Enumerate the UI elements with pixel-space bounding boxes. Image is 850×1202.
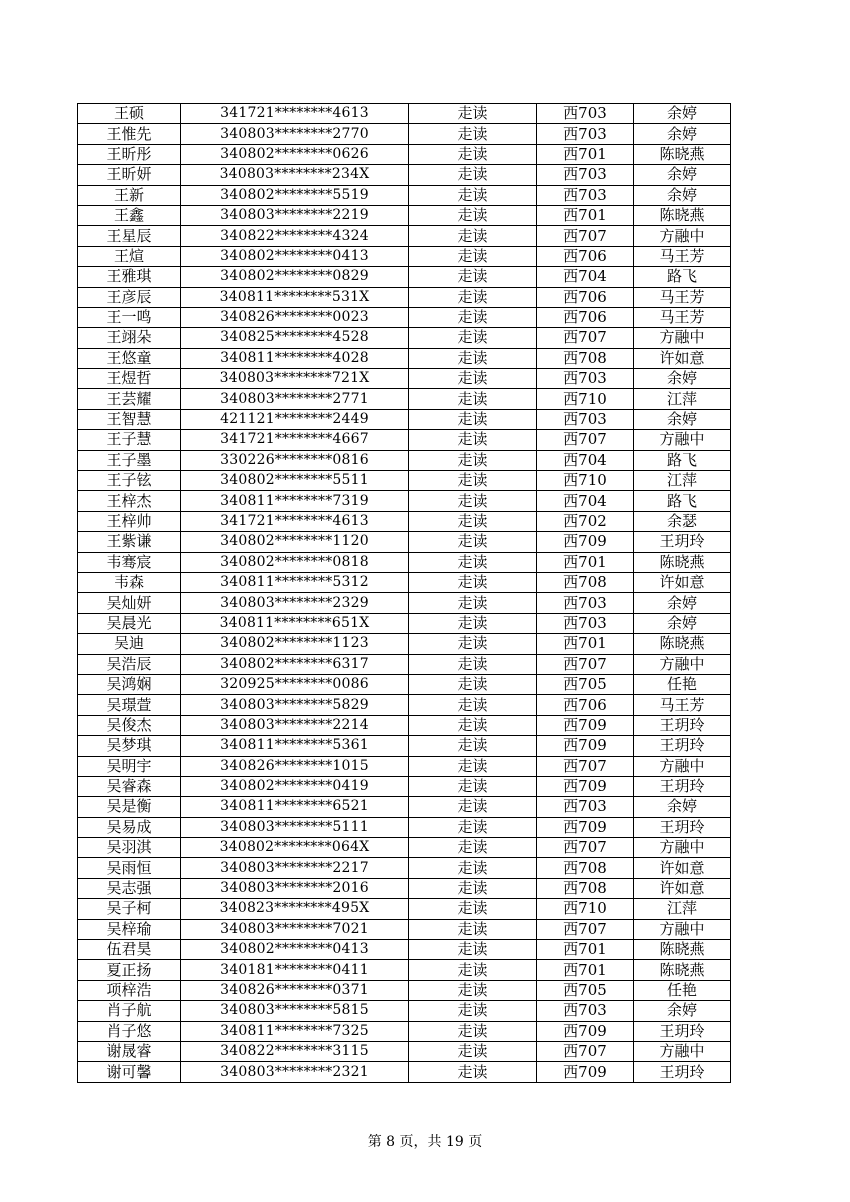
student-name-cell: 吴灿妍 xyxy=(78,593,181,613)
student-name-cell: 王芸耀 xyxy=(78,389,181,409)
student-name-cell: 王昕彤 xyxy=(78,144,181,164)
student-name-cell: 夏正扬 xyxy=(78,960,181,980)
boarding-type-cell: 走读 xyxy=(409,715,537,735)
teacher-cell: 马王芳 xyxy=(634,287,731,307)
table-row xyxy=(78,552,731,572)
id-number-cell: 340803********5111 xyxy=(181,817,409,837)
boarding-type-cell: 走读 xyxy=(409,552,537,572)
room-cell: 西709 xyxy=(537,532,634,552)
id-number-cell: 341721********4667 xyxy=(181,430,409,450)
table-row xyxy=(78,797,731,817)
teacher-cell: 方融中 xyxy=(634,328,731,348)
student-name-cell: 王鑫 xyxy=(78,205,181,225)
teacher-cell: 余婷 xyxy=(634,369,731,389)
room-cell: 西703 xyxy=(537,1001,634,1021)
id-number-cell: 340803********2214 xyxy=(181,715,409,735)
room-cell: 西705 xyxy=(537,980,634,1000)
room-cell: 西701 xyxy=(537,940,634,960)
teacher-cell: 余婷 xyxy=(634,593,731,613)
table-row xyxy=(78,613,731,633)
table-row xyxy=(78,450,731,470)
boarding-type-cell: 走读 xyxy=(409,450,537,470)
id-number-cell: 341721********4613 xyxy=(181,104,409,124)
id-number-cell: 340811********4028 xyxy=(181,348,409,368)
boarding-type-cell: 走读 xyxy=(409,817,537,837)
page-footer: 第 8 页，共 19 页 xyxy=(367,1134,483,1150)
student-name-cell: 王星辰 xyxy=(78,226,181,246)
table-row xyxy=(78,960,731,980)
student-name-cell: 肖子航 xyxy=(78,1001,181,1021)
id-number-cell: 340811********7319 xyxy=(181,491,409,511)
table-row xyxy=(78,185,731,205)
student-name-cell: 王紫谦 xyxy=(78,532,181,552)
table-row xyxy=(78,1001,731,1021)
boarding-type-cell: 走读 xyxy=(409,695,537,715)
boarding-type-cell: 走读 xyxy=(409,104,537,124)
student-name-cell: 王雅琪 xyxy=(78,267,181,287)
teacher-cell: 余婷 xyxy=(634,165,731,185)
boarding-type-cell: 走读 xyxy=(409,471,537,491)
student-name-cell: 王昕妍 xyxy=(78,165,181,185)
student-name-cell: 王新 xyxy=(78,185,181,205)
room-cell: 西708 xyxy=(537,348,634,368)
teacher-cell: 王玥玲 xyxy=(634,776,731,796)
boarding-type-cell: 走读 xyxy=(409,532,537,552)
table-row xyxy=(78,572,731,592)
table-row xyxy=(78,124,731,144)
room-cell: 西710 xyxy=(537,899,634,919)
table-row xyxy=(78,1062,731,1082)
student-name-cell: 韦骞宸 xyxy=(78,552,181,572)
boarding-type-cell: 走读 xyxy=(409,511,537,531)
room-cell: 西709 xyxy=(537,1021,634,1041)
boarding-type-cell: 走读 xyxy=(409,409,537,429)
table-row xyxy=(78,674,731,694)
student-name-cell: 王智慧 xyxy=(78,409,181,429)
room-cell: 西707 xyxy=(537,226,634,246)
id-number-cell: 421121********2449 xyxy=(181,409,409,429)
table-row xyxy=(78,144,731,164)
teacher-cell: 路飞 xyxy=(634,491,731,511)
room-cell: 西703 xyxy=(537,369,634,389)
boarding-type-cell: 走读 xyxy=(409,654,537,674)
boarding-type-cell: 走读 xyxy=(409,348,537,368)
id-number-cell: 340802********5519 xyxy=(181,185,409,205)
teacher-cell: 王玥玲 xyxy=(634,736,731,756)
boarding-type-cell: 走读 xyxy=(409,1041,537,1061)
id-number-cell: 340802********064X xyxy=(181,838,409,858)
boarding-type-cell: 走读 xyxy=(409,1062,537,1082)
id-number-cell: 340803********2217 xyxy=(181,858,409,878)
boarding-type-cell: 走读 xyxy=(409,736,537,756)
teacher-cell: 余婷 xyxy=(634,124,731,144)
teacher-cell: 许如意 xyxy=(634,878,731,898)
room-cell: 西707 xyxy=(537,654,634,674)
table-row xyxy=(78,736,731,756)
student-name-cell: 吴梓瑜 xyxy=(78,919,181,939)
id-number-cell: 340803********5815 xyxy=(181,1001,409,1021)
id-number-cell: 340811********5361 xyxy=(181,736,409,756)
teacher-cell: 马王芳 xyxy=(634,246,731,266)
room-cell: 西709 xyxy=(537,776,634,796)
teacher-cell: 王玥玲 xyxy=(634,532,731,552)
boarding-type-cell: 走读 xyxy=(409,797,537,817)
boarding-type-cell: 走读 xyxy=(409,307,537,327)
room-cell: 西704 xyxy=(537,267,634,287)
student-name-cell: 谢可馨 xyxy=(78,1062,181,1082)
student-name-cell: 吴迪 xyxy=(78,634,181,654)
id-number-cell: 340803********2770 xyxy=(181,124,409,144)
teacher-cell: 马王芳 xyxy=(634,307,731,327)
student-name-cell: 王煜哲 xyxy=(78,369,181,389)
id-number-cell: 340811********5312 xyxy=(181,572,409,592)
boarding-type-cell: 走读 xyxy=(409,491,537,511)
table-row xyxy=(78,919,731,939)
room-cell: 西703 xyxy=(537,797,634,817)
teacher-cell: 余婷 xyxy=(634,409,731,429)
table-row xyxy=(78,511,731,531)
student-name-cell: 吴明宇 xyxy=(78,756,181,776)
student-name-cell: 王翊朵 xyxy=(78,328,181,348)
room-cell: 西701 xyxy=(537,552,634,572)
student-name-cell: 王梓帅 xyxy=(78,511,181,531)
id-number-cell: 340803********5829 xyxy=(181,695,409,715)
student-name-cell: 吴梦琪 xyxy=(78,736,181,756)
boarding-type-cell: 走读 xyxy=(409,593,537,613)
room-cell: 西709 xyxy=(537,1062,634,1082)
boarding-type-cell: 走读 xyxy=(409,267,537,287)
room-cell: 西709 xyxy=(537,817,634,837)
table-row xyxy=(78,634,731,654)
id-number-cell: 340802********5511 xyxy=(181,471,409,491)
table-row xyxy=(78,491,731,511)
room-cell: 西703 xyxy=(537,124,634,144)
boarding-type-cell: 走读 xyxy=(409,960,537,980)
teacher-cell: 任艳 xyxy=(634,980,731,1000)
teacher-cell: 路飞 xyxy=(634,267,731,287)
room-cell: 西707 xyxy=(537,430,634,450)
room-cell: 西710 xyxy=(537,389,634,409)
table-row xyxy=(78,1021,731,1041)
id-number-cell: 340803********2771 xyxy=(181,389,409,409)
student-name-cell: 王彦辰 xyxy=(78,287,181,307)
id-number-cell: 340802********0626 xyxy=(181,144,409,164)
teacher-cell: 方融中 xyxy=(634,226,731,246)
teacher-cell: 许如意 xyxy=(634,572,731,592)
boarding-type-cell: 走读 xyxy=(409,980,537,1000)
id-number-cell: 340803********2321 xyxy=(181,1062,409,1082)
table-row xyxy=(78,471,731,491)
student-name-cell: 吴是衡 xyxy=(78,797,181,817)
student-name-cell: 王一鸣 xyxy=(78,307,181,327)
student-name-cell: 王悠童 xyxy=(78,348,181,368)
boarding-type-cell: 走读 xyxy=(409,634,537,654)
boarding-type-cell: 走读 xyxy=(409,572,537,592)
table-row xyxy=(78,430,731,450)
table-row xyxy=(78,267,731,287)
student-name-cell: 吴浩辰 xyxy=(78,654,181,674)
room-cell: 西710 xyxy=(537,471,634,491)
teacher-cell: 陈晓燕 xyxy=(634,940,731,960)
room-cell: 西708 xyxy=(537,878,634,898)
table-row xyxy=(78,715,731,735)
table-row xyxy=(78,899,731,919)
room-cell: 西704 xyxy=(537,450,634,470)
teacher-cell: 王玥玲 xyxy=(634,715,731,735)
id-number-cell: 340825********4528 xyxy=(181,328,409,348)
table-row xyxy=(78,817,731,837)
id-number-cell: 340802********0419 xyxy=(181,776,409,796)
id-number-cell: 340803********2016 xyxy=(181,878,409,898)
room-cell: 西707 xyxy=(537,328,634,348)
id-number-cell: 340802********1123 xyxy=(181,634,409,654)
room-cell: 西703 xyxy=(537,593,634,613)
id-number-cell: 340802********6317 xyxy=(181,654,409,674)
teacher-cell: 陈晓燕 xyxy=(634,144,731,164)
boarding-type-cell: 走读 xyxy=(409,205,537,225)
room-cell: 西701 xyxy=(537,144,634,164)
teacher-cell: 江萍 xyxy=(634,389,731,409)
id-number-cell: 330226********0816 xyxy=(181,450,409,470)
teacher-cell: 王玥玲 xyxy=(634,1062,731,1082)
student-name-cell: 吴易成 xyxy=(78,817,181,837)
table-row xyxy=(78,246,731,266)
table-row xyxy=(78,409,731,429)
teacher-cell: 余婷 xyxy=(634,1001,731,1021)
table-row xyxy=(78,369,731,389)
boarding-type-cell: 走读 xyxy=(409,899,537,919)
teacher-cell: 方融中 xyxy=(634,654,731,674)
id-number-cell: 341721********4613 xyxy=(181,511,409,531)
table-row xyxy=(78,165,731,185)
table-row xyxy=(78,532,731,552)
id-number-cell: 340803********2329 xyxy=(181,593,409,613)
room-cell: 西703 xyxy=(537,409,634,429)
id-number-cell: 340802********0818 xyxy=(181,552,409,572)
student-name-cell: 谢晟睿 xyxy=(78,1041,181,1061)
room-cell: 西701 xyxy=(537,634,634,654)
student-name-cell: 王子墨 xyxy=(78,450,181,470)
id-number-cell: 340811********531X xyxy=(181,287,409,307)
table-row xyxy=(78,307,731,327)
room-cell: 西708 xyxy=(537,858,634,878)
student-name-cell: 王煊 xyxy=(78,246,181,266)
id-number-cell: 340826********0371 xyxy=(181,980,409,1000)
room-cell: 西703 xyxy=(537,185,634,205)
room-cell: 西705 xyxy=(537,674,634,694)
room-cell: 西706 xyxy=(537,307,634,327)
table-row xyxy=(78,878,731,898)
room-cell: 西706 xyxy=(537,246,634,266)
room-cell: 西701 xyxy=(537,960,634,980)
id-number-cell: 340826********0023 xyxy=(181,307,409,327)
id-number-cell: 320925********0086 xyxy=(181,674,409,694)
student-name-cell: 吴志强 xyxy=(78,878,181,898)
teacher-cell: 任艳 xyxy=(634,674,731,694)
room-cell: 西706 xyxy=(537,287,634,307)
student-name-cell: 吴璟萱 xyxy=(78,695,181,715)
id-number-cell: 340802********0413 xyxy=(181,246,409,266)
id-number-cell: 340823********495X xyxy=(181,899,409,919)
id-number-cell: 340822********3115 xyxy=(181,1041,409,1061)
boarding-type-cell: 走读 xyxy=(409,430,537,450)
student-name-cell: 吴晨光 xyxy=(78,613,181,633)
teacher-cell: 许如意 xyxy=(634,348,731,368)
boarding-type-cell: 走读 xyxy=(409,185,537,205)
teacher-cell: 马王芳 xyxy=(634,695,731,715)
boarding-type-cell: 走读 xyxy=(409,246,537,266)
table-row xyxy=(78,654,731,674)
id-number-cell: 340811********651X xyxy=(181,613,409,633)
student-name-cell: 王惟先 xyxy=(78,124,181,144)
student-name-cell: 韦森 xyxy=(78,572,181,592)
boarding-type-cell: 走读 xyxy=(409,144,537,164)
teacher-cell: 江萍 xyxy=(634,899,731,919)
teacher-cell: 陈晓燕 xyxy=(634,205,731,225)
boarding-type-cell: 走读 xyxy=(409,124,537,144)
room-cell: 西708 xyxy=(537,572,634,592)
table-row xyxy=(78,756,731,776)
teacher-cell: 余婷 xyxy=(634,185,731,205)
boarding-type-cell: 走读 xyxy=(409,389,537,409)
room-cell: 西707 xyxy=(537,838,634,858)
boarding-type-cell: 走读 xyxy=(409,940,537,960)
boarding-type-cell: 走读 xyxy=(409,226,537,246)
id-number-cell: 340802********0413 xyxy=(181,940,409,960)
room-cell: 西703 xyxy=(537,165,634,185)
table-row xyxy=(78,940,731,960)
teacher-cell: 王玥玲 xyxy=(634,1021,731,1041)
student-name-cell: 王子慧 xyxy=(78,430,181,450)
table-row xyxy=(78,287,731,307)
boarding-type-cell: 走读 xyxy=(409,776,537,796)
teacher-cell: 余婷 xyxy=(634,104,731,124)
teacher-cell: 方融中 xyxy=(634,756,731,776)
student-name-cell: 吴鸿娴 xyxy=(78,674,181,694)
id-number-cell: 340803********234X xyxy=(181,165,409,185)
teacher-cell: 许如意 xyxy=(634,858,731,878)
table-row xyxy=(78,838,731,858)
id-number-cell: 340811********7325 xyxy=(181,1021,409,1041)
teacher-cell: 余瑟 xyxy=(634,511,731,531)
boarding-type-cell: 走读 xyxy=(409,1001,537,1021)
teacher-cell: 陈晓燕 xyxy=(634,634,731,654)
table-row xyxy=(78,593,731,613)
room-cell: 西706 xyxy=(537,695,634,715)
boarding-type-cell: 走读 xyxy=(409,838,537,858)
student-name-cell: 伍君昊 xyxy=(78,940,181,960)
teacher-cell: 江萍 xyxy=(634,471,731,491)
student-table-body xyxy=(78,104,731,1083)
student-name-cell: 王梓杰 xyxy=(78,491,181,511)
table-row xyxy=(78,980,731,1000)
teacher-cell: 方融中 xyxy=(634,919,731,939)
student-name-cell: 肖子悠 xyxy=(78,1021,181,1041)
id-number-cell: 340803********2219 xyxy=(181,205,409,225)
boarding-type-cell: 走读 xyxy=(409,858,537,878)
id-number-cell: 340802********1120 xyxy=(181,532,409,552)
room-cell: 西707 xyxy=(537,919,634,939)
id-number-cell: 340802********0829 xyxy=(181,267,409,287)
student-table xyxy=(77,103,731,1083)
student-name-cell: 项梓浩 xyxy=(78,980,181,1000)
table-row xyxy=(78,776,731,796)
student-name-cell: 吴睿森 xyxy=(78,776,181,796)
student-name-cell: 吴雨恒 xyxy=(78,858,181,878)
room-cell: 西707 xyxy=(537,756,634,776)
teacher-cell: 方融中 xyxy=(634,838,731,858)
room-cell: 西701 xyxy=(537,205,634,225)
id-number-cell: 340811********6521 xyxy=(181,797,409,817)
table-row xyxy=(78,104,731,124)
room-cell: 西703 xyxy=(537,104,634,124)
table-row xyxy=(78,205,731,225)
table-row xyxy=(78,389,731,409)
student-name-cell: 吴羽淇 xyxy=(78,838,181,858)
id-number-cell: 340803********7021 xyxy=(181,919,409,939)
id-number-cell: 340803********721X xyxy=(181,369,409,389)
id-number-cell: 340181********0411 xyxy=(181,960,409,980)
id-number-cell: 340826********1015 xyxy=(181,756,409,776)
student-name-cell: 吴子柯 xyxy=(78,899,181,919)
boarding-type-cell: 走读 xyxy=(409,919,537,939)
boarding-type-cell: 走读 xyxy=(409,674,537,694)
teacher-cell: 余婷 xyxy=(634,797,731,817)
table-row xyxy=(78,226,731,246)
teacher-cell: 方融中 xyxy=(634,430,731,450)
boarding-type-cell: 走读 xyxy=(409,328,537,348)
room-cell: 西702 xyxy=(537,511,634,531)
teacher-cell: 陈晓燕 xyxy=(634,960,731,980)
boarding-type-cell: 走读 xyxy=(409,287,537,307)
teacher-cell: 余婷 xyxy=(634,613,731,633)
boarding-type-cell: 走读 xyxy=(409,165,537,185)
table-row xyxy=(78,348,731,368)
id-number-cell: 340822********4324 xyxy=(181,226,409,246)
teacher-cell: 王玥玲 xyxy=(634,817,731,837)
teacher-cell: 路飞 xyxy=(634,450,731,470)
table-row xyxy=(78,1041,731,1061)
teacher-cell: 陈晓燕 xyxy=(634,552,731,572)
boarding-type-cell: 走读 xyxy=(409,369,537,389)
boarding-type-cell: 走读 xyxy=(409,613,537,633)
boarding-type-cell: 走读 xyxy=(409,756,537,776)
table-row xyxy=(78,858,731,878)
student-name-cell: 吴俊杰 xyxy=(78,715,181,735)
table-row xyxy=(78,328,731,348)
room-cell: 西704 xyxy=(537,491,634,511)
student-name-cell: 王硕 xyxy=(78,104,181,124)
room-cell: 西709 xyxy=(537,715,634,735)
room-cell: 西707 xyxy=(537,1041,634,1061)
boarding-type-cell: 走读 xyxy=(409,1021,537,1041)
teacher-cell: 方融中 xyxy=(634,1041,731,1061)
boarding-type-cell: 走读 xyxy=(409,878,537,898)
room-cell: 西709 xyxy=(537,736,634,756)
table-row xyxy=(78,695,731,715)
room-cell: 西703 xyxy=(537,613,634,633)
student-name-cell: 王子铉 xyxy=(78,471,181,491)
